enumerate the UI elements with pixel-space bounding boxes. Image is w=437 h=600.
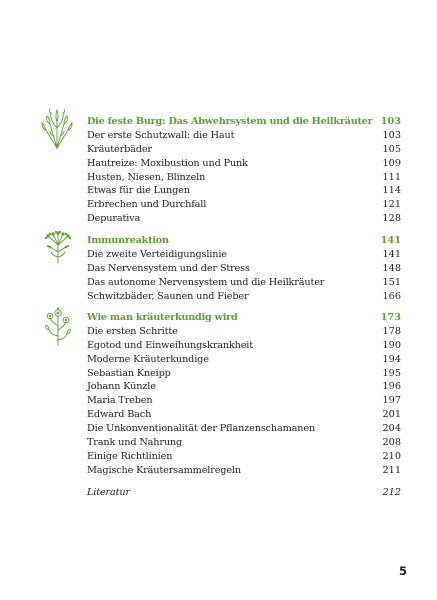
toc-entry-page: 197: [382, 395, 401, 407]
toc-entry[interactable]: [87, 408, 401, 422]
toc-entry[interactable]: [87, 248, 401, 262]
toc-entry-page: 109: [382, 157, 401, 169]
toc-entry[interactable]: [87, 339, 401, 353]
toc-entry-page: 204: [382, 423, 401, 435]
section-heading[interactable]: [87, 234, 401, 248]
toc-entry-title: Sebastian Kneipp: [87, 367, 171, 379]
page-number: 5: [398, 564, 407, 578]
toc-entry-title: Magische Kräutersammelregeln: [87, 464, 241, 476]
toc-entry[interactable]: [87, 290, 401, 304]
toc-entry[interactable]: [87, 380, 401, 394]
literature-entry[interactable]: [87, 486, 401, 500]
toc-entry-title: Hautreize: Moxibustion und Punk: [87, 157, 248, 169]
toc-entry-title: Egotod und Einweihungskrankheit: [87, 339, 253, 351]
toc-entry-title: Einige Richtlinien: [87, 450, 173, 462]
toc-entry[interactable]: [87, 436, 401, 450]
toc-entry-title: Trank und Nahrung: [87, 437, 183, 449]
toc-entry[interactable]: [87, 276, 401, 290]
section-heading[interactable]: [87, 115, 401, 129]
toc-entry-title: Das autonome Nervensystem und die Heilkräuter: [87, 276, 325, 288]
toc-entry[interactable]: [87, 422, 401, 436]
toc-entry[interactable]: [87, 157, 401, 171]
toc-entry-title: Die zweite Verteidigungslinie: [87, 248, 227, 260]
toc-entry-title: Husten, Niesen, Blinzeln: [87, 171, 206, 183]
toc-entry-title: Depurativa: [87, 213, 141, 225]
toc-entry[interactable]: [87, 212, 401, 226]
toc-entry-page: 210: [382, 450, 401, 462]
toc-section-immunreaktion: [87, 234, 401, 303]
toc-entry-page: 194: [382, 353, 401, 365]
section-heading[interactable]: [87, 311, 401, 325]
umbel-flower-icon: [43, 230, 73, 264]
toc-entry-page: 121: [382, 199, 401, 211]
toc-entry-title: Maria Treben: [87, 395, 153, 407]
toc-entry-page: 103: [382, 129, 401, 141]
toc-entry[interactable]: [87, 450, 401, 464]
toc-entry-page: 151: [382, 276, 401, 288]
toc-entry-title: Johann Künzle: [87, 381, 156, 393]
toc-entry-title: Erbrechen und Durchfall: [87, 199, 207, 211]
toc-entry-page: 105: [382, 143, 401, 155]
toc-entry-page: 196: [382, 381, 401, 393]
toc-entry-title: Kräuterbäder: [87, 143, 152, 155]
section-heading-title: Die feste Burg: Das Abwehrsystem und die Heilkräuter: [87, 116, 373, 127]
toc-entry-title: Der erste Schutzwall: die Haut: [87, 129, 235, 141]
section-heading-page: 141: [380, 235, 401, 246]
toc-entry[interactable]: [87, 198, 401, 212]
herb-sprig-icon: [40, 108, 74, 150]
toc-entry[interactable]: [87, 325, 401, 339]
toc-entry-page: 141: [382, 248, 401, 260]
toc-entry-page: 208: [382, 437, 401, 449]
toc-entry[interactable]: [87, 129, 401, 143]
toc-section-kraeuterkundig: [87, 311, 401, 478]
section-heading-title: Immunreaktion: [87, 235, 169, 246]
toc-entry[interactable]: [87, 143, 401, 157]
toc-entry[interactable]: [87, 171, 401, 185]
toc-entry-page: 211: [382, 464, 401, 476]
section-heading-page: 173: [380, 312, 401, 323]
toc-entry-title: Edward Bach: [87, 409, 152, 421]
toc-entry[interactable]: [87, 184, 401, 198]
section-heading-title: Wie man kräuterkundig wird: [87, 312, 238, 323]
toc-entry-title: Moderne Kräuterkundige: [87, 353, 209, 365]
toc-entry[interactable]: [87, 262, 401, 276]
toc-literature: [87, 486, 401, 500]
blossom-plant-icon: [43, 306, 73, 346]
toc-entry[interactable]: [87, 367, 401, 381]
toc-entry-title: Etwas für die Lungen: [87, 185, 190, 197]
toc-entry[interactable]: [87, 394, 401, 408]
toc-entry-title: Die ersten Schritte: [87, 325, 178, 337]
toc-entry-page: 128: [382, 213, 401, 225]
toc-entry-page: 190: [382, 339, 401, 351]
toc-entry-page: 201: [382, 409, 401, 421]
toc-entry-page: 111: [382, 171, 401, 183]
literature-page: 212: [382, 487, 401, 498]
toc-entry-page: 114: [382, 185, 401, 197]
toc-entry-page: 178: [382, 325, 401, 337]
toc-entry[interactable]: [87, 464, 401, 478]
toc-entry-page: 148: [382, 262, 401, 274]
toc-entry[interactable]: [87, 353, 401, 367]
toc-entry-title: Die Unkonventionalität der Pflanzenschamanen: [87, 423, 316, 435]
toc-entry-page: 166: [382, 290, 401, 302]
toc-section-abwehrsystem: [87, 115, 401, 226]
toc-entry-title: Schwitzbäder, Saunen und Fieber: [87, 290, 249, 302]
literature-title: Literatur: [87, 487, 130, 498]
toc-entry-title: Das Nervensystem und der Stress: [87, 262, 250, 274]
toc-entry-page: 195: [382, 367, 401, 379]
section-heading-page: 103: [380, 116, 401, 127]
